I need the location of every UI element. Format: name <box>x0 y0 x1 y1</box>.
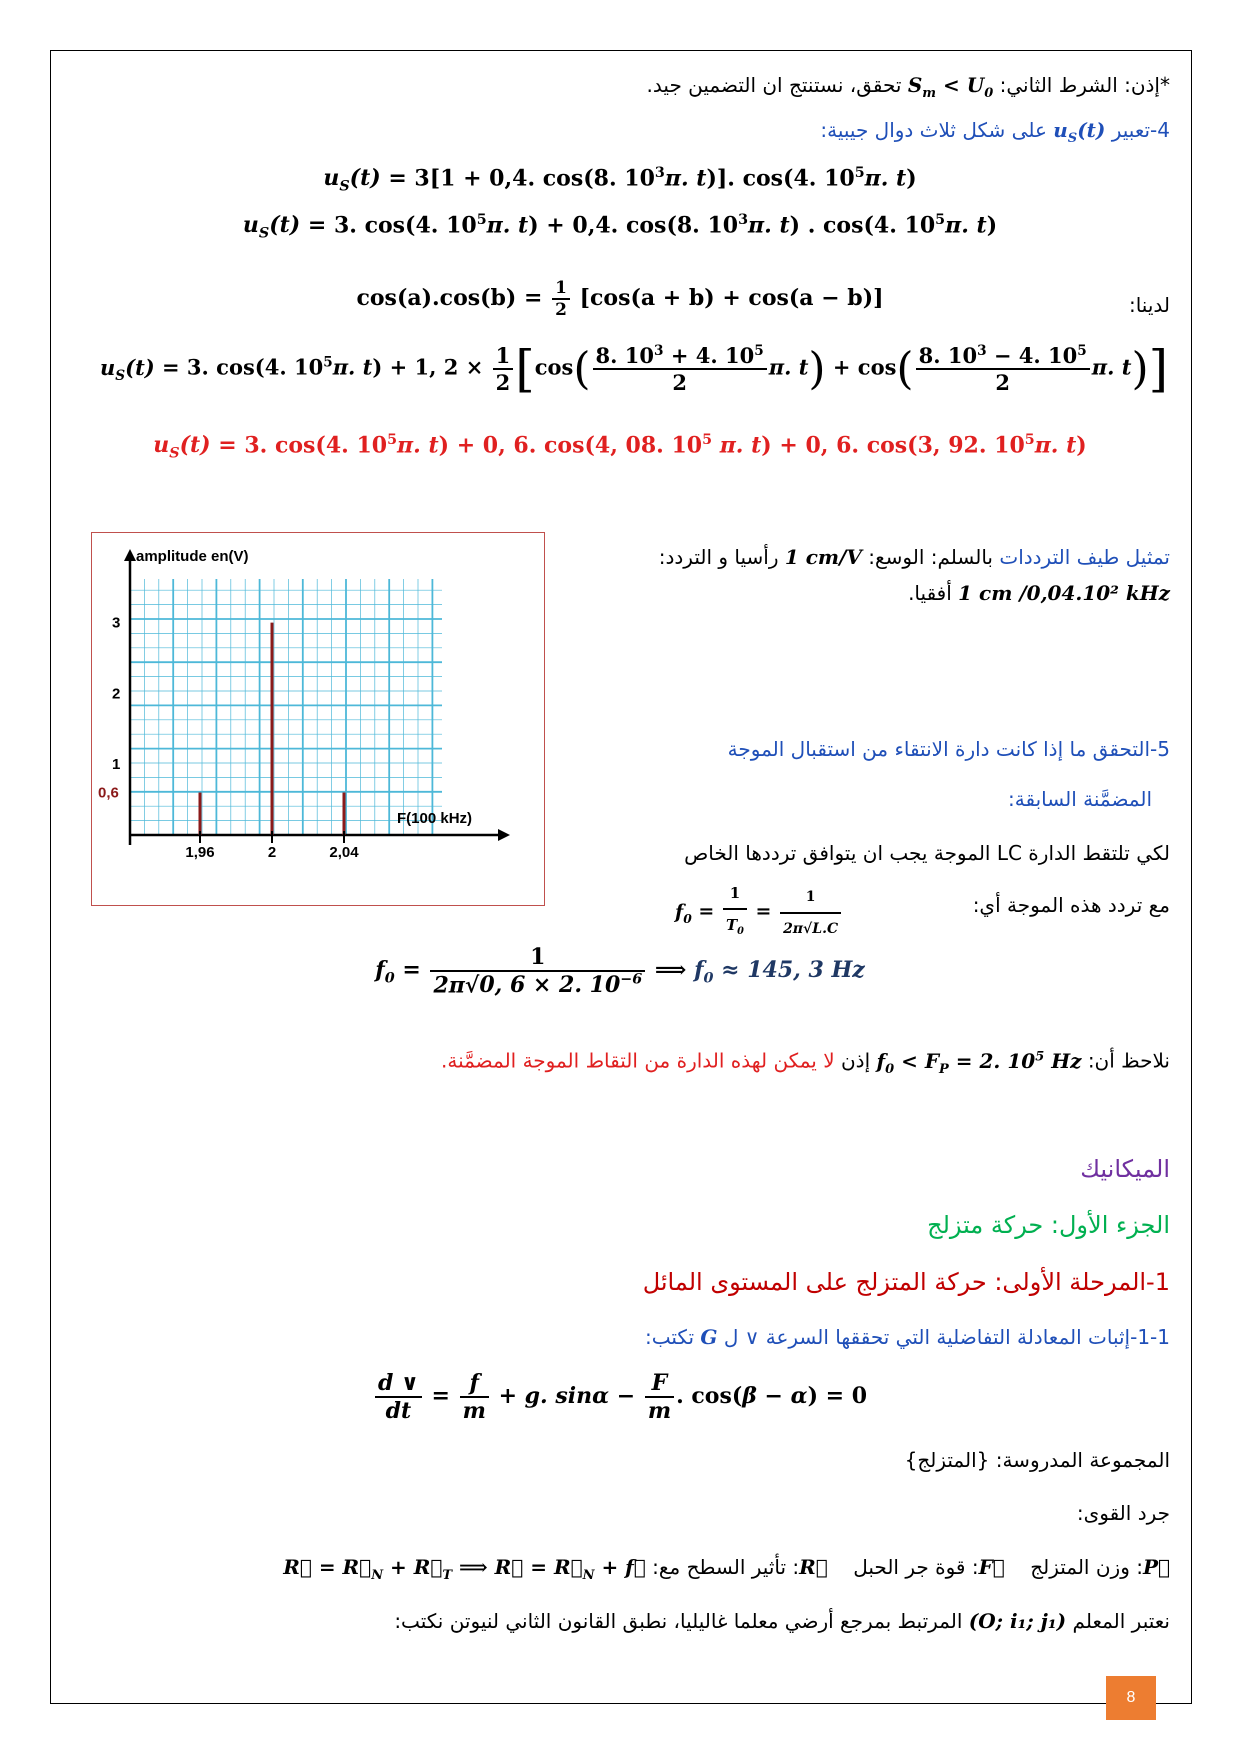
chart-title: amplitude en(V) <box>136 548 249 565</box>
equation-1: $u_S(t) = 3[1 + 0,4$. cos(8. $10^3\pi$. t)]. cos(4. $10^5\pi$. t) <box>323 165 917 195</box>
condition-line <box>647 70 1170 109</box>
y-tick-label: 1 <box>112 756 121 774</box>
given-label: لدينا: <box>1128 293 1170 317</box>
note-line: نلاحظ أن: $f_0 < F_P = 2$. $10^5$ Hz إذن لا يمكن لهذه الدارة من التقاط الموجة المضمَّنة. <box>440 1048 1170 1077</box>
mechanics-heading: الميكانيك <box>1080 1155 1170 1183</box>
chart-x-label: F(100 kHz) <box>397 810 473 827</box>
section-5-heading-line1: 5-التحقق ما إذا كانت دارة الانتقاء من استقبال الموجة <box>727 737 1170 761</box>
x-axis-arrow <box>498 829 510 841</box>
page-number: 8 <box>1106 1676 1156 1720</box>
condition-math: $S_m < U_0$ <box>907 73 994 101</box>
spectrum-svg <box>92 533 544 905</box>
spectrum-description-line2: 1 cm /0,04.10² kHz أفقيا. <box>908 581 1170 605</box>
section-5-text-line2: مع تردد هذه الموجة أي: <box>972 893 1170 917</box>
frequency-spectrum-chart <box>91 532 545 906</box>
equation-2: $u_S(t) = 3$. cos(4. $10^5\pi$. t) + 0,4. cos(8. $10^3\pi$. t) . cos(4. $10^5\pi$. t) <box>242 212 998 242</box>
y-tick-label: 0,6 <box>98 784 119 802</box>
x-tick-label: 2,04 <box>329 844 359 861</box>
y-axis-arrow <box>124 549 136 561</box>
condition-suffix: تحقق، نستنتج ان التضمين جيد. <box>646 73 902 97</box>
x-tick-label: 1,96 <box>185 844 215 861</box>
x-tick-label: 2 <box>267 844 277 861</box>
section-5-text-line1: لكي تلتقط الدارة LC الموجة يجب ان يتوافق ترددها الخاص <box>684 841 1170 865</box>
y-tick-label: 3 <box>112 614 121 632</box>
f0-formula: $f_0$ = $\frac{1}{T_0}$ = $\frac{1}{2\pi√L.C}$ <box>675 878 843 947</box>
equation-6: $f_0$ = $\frac{1}{2\pi√0, 6 \times 2. 10^{-6}}$ ⟹ $f_0 \approx 145$, 3 Hz <box>375 944 865 999</box>
equation-3: cos(a).cos(b) = $\frac{1}{2}$ [cos(a + b) + cos(a − b)] <box>356 278 884 320</box>
part-1-heading: الجزء الأول: حركة متزلج <box>927 1211 1170 1239</box>
section-4-heading: 4-تعبير $u_S(t)$ على شكل ثلاث دوال جيبية: <box>820 118 1170 146</box>
studied-system: المجموعة المدروسة: {المتزلج} <box>904 1448 1170 1472</box>
differential-equation: $\frac{d \vee}{dt}$ = $\frac{f}{m}$ + g. sinα − $\frac{F}{m}$ . cos(β − α) = 0 <box>100 1370 1140 1424</box>
equation-4: $u_S(t) = 3$. cos(4. $10^5\pi$. t) + 1, 2 × $\frac{1}{2}$ [cos( $\frac{8. 10^3 + 4. 10^5}{2}$ π. t) + cos( $\frac{8. 10^3 - 4. 10^5}{2}$ π. t)] <box>100 340 1169 398</box>
equation-5-result: $u_S(t) = 3$. cos(4. $10^5\pi$. t) + 0, 6. cos(4, 08. $10^5$ π. t) + 0, 6. cos(3, 92. $10^5\pi$. t) <box>153 432 1087 462</box>
spectrum-description-line1: تمثيل طيف الترددات بالسلم: الوسع: 1 cm/V رأسيا و التردد: <box>658 545 1170 569</box>
stage-1-heading: 1-المرحلة الأولى: حركة المتزلج على المستوى المائل <box>642 1268 1170 1296</box>
condition-prefix: *إذن: الشرط الثاني: <box>999 73 1170 97</box>
reference-frame-line: نعتبر المعلم (O; i₁; j₁) المرتبط بمرجع أرضي معلما غاليليا، نطبق القانون الثاني لنيوتن نكتب: <box>394 1609 1170 1633</box>
y-tick-label: 2 <box>112 685 121 703</box>
section-5-heading-line2: المضمَّنة السابقة: <box>1008 787 1152 811</box>
forces-inventory-label: جرد القوى: <box>1076 1501 1170 1525</box>
subsection-1-1-heading: 1-1-إثبات المعادلة التفاضلية التي تحققها السرعة ∨ ل G تكتب: <box>645 1325 1170 1349</box>
forces-line: P⃗: وزن المتزلج F⃗: قوة جر الحبل R⃗: تأثير السطح مع: R⃗ = $R⃗_N$ + $R⃗_T$ ⟹ R⃗ = $R⃗_N$ + f⃗ <box>283 1555 1170 1583</box>
